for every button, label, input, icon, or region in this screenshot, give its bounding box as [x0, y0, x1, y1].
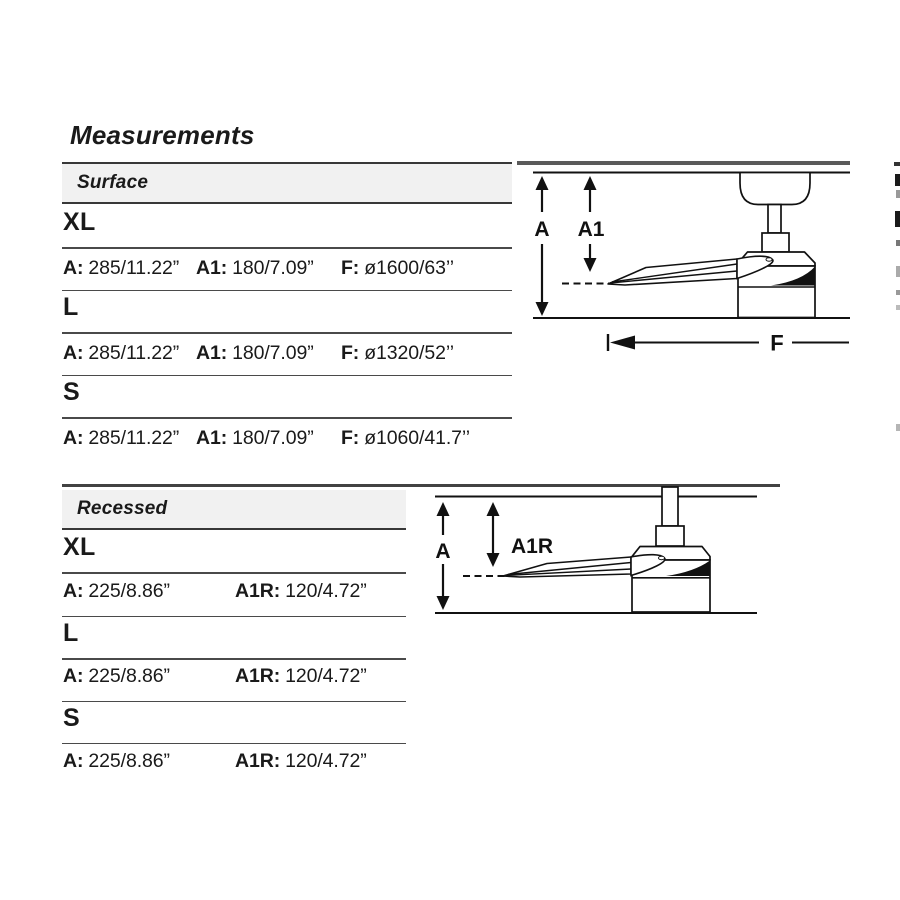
- cropped-right-column-fragment: [895, 174, 900, 186]
- dim-a1r: [235, 748, 367, 774]
- dim-a1r-label: A1R:: [235, 579, 281, 602]
- size-heading-s: S: [63, 703, 80, 732]
- surface-install-diagram: [510, 150, 900, 360]
- dim-a1-value: 180/7.09”: [232, 256, 314, 279]
- dim-a-label: A:: [63, 341, 84, 364]
- dim-a-label: A:: [63, 665, 84, 687]
- size-heading-xl: XL: [63, 532, 96, 561]
- recessed-section-header: [62, 490, 406, 530]
- dim-a-label: A:: [63, 749, 84, 772]
- row-divider: [62, 332, 512, 334]
- dim-label-a: A: [534, 218, 550, 241]
- dim-f: [341, 255, 454, 281]
- dim-label-a1r: A1R: [511, 535, 554, 558]
- dim-a1-label: A1:: [196, 341, 228, 364]
- dim-a: [63, 425, 179, 451]
- dim-a-value: 225/8.86”: [88, 749, 170, 772]
- cropped-right-column-fragment: [896, 290, 900, 295]
- dim-a1r: [235, 578, 367, 604]
- surface-section-title: Surface: [77, 172, 149, 193]
- fan-downrod: [662, 487, 678, 526]
- dim-a-value: 225/8.86”: [88, 579, 170, 602]
- fan-canopy: [740, 173, 810, 205]
- surface-measurements-table: [62, 162, 512, 472]
- page-title: Measurements: [70, 120, 255, 150]
- cropped-right-column-fragment: [894, 162, 900, 166]
- dim-f-value: ø1600/63’’: [364, 256, 454, 279]
- recessed-section-title: Recessed: [77, 497, 168, 519]
- cropped-right-column-fragment: [896, 266, 900, 277]
- dim-a: [63, 663, 170, 689]
- dim-a: [63, 340, 179, 366]
- dim-a1r-value: 120/4.72”: [285, 579, 367, 602]
- dim-arrow-f: [608, 334, 849, 351]
- dim-a1-value: 180/7.09”: [232, 426, 314, 449]
- measurement-row-recessed-s: [62, 748, 406, 774]
- cropped-right-column-fragment: [896, 424, 900, 431]
- row-divider: [62, 743, 406, 745]
- fan-blade-tip-cap: [766, 258, 772, 261]
- dim-a1: [196, 425, 314, 451]
- dim-arrow-a1r: [487, 502, 500, 567]
- dim-arrow-a: [536, 176, 549, 316]
- fan-downrod: [768, 205, 781, 234]
- row-divider: [62, 417, 512, 419]
- dim-a1r: [235, 663, 367, 689]
- surface-section-header: [62, 162, 512, 204]
- dim-a1r-value: 120/4.72”: [285, 665, 367, 687]
- row-divider: [62, 658, 406, 660]
- dim-f: [341, 425, 470, 451]
- dim-a-value: 285/11.22”: [88, 341, 180, 364]
- dim-a-label: A:: [63, 579, 84, 602]
- dim-a: [63, 255, 179, 281]
- fan-blade-tip-cap: [659, 556, 665, 559]
- recessed-measurements-table: [62, 490, 406, 790]
- dim-a: [63, 578, 170, 604]
- row-divider: [62, 616, 406, 618]
- dim-f-label: F:: [341, 426, 360, 449]
- dim-a-value: 225/8.86”: [88, 665, 170, 687]
- dim-a: [63, 748, 170, 774]
- row-divider: [62, 247, 512, 249]
- measurement-row-surface-s: [62, 425, 512, 451]
- dim-a-label: A:: [63, 426, 84, 449]
- size-heading-l: L: [63, 618, 79, 647]
- cropped-right-column-fragment: [896, 240, 900, 246]
- measurement-row-surface-l: [62, 340, 512, 366]
- fan-coupling: [762, 233, 789, 252]
- dim-label-f: F: [770, 330, 784, 356]
- dim-a-label: A:: [63, 256, 84, 279]
- dim-a-value: 285/11.22”: [88, 426, 180, 449]
- dim-a1: [196, 340, 314, 366]
- cropped-right-column-fragment: [896, 305, 900, 310]
- measurement-row-recessed-xl: [62, 578, 406, 604]
- dim-label-a: A: [435, 540, 451, 563]
- fan-coupling: [656, 526, 684, 546]
- dim-a-value: 285/11.22”: [88, 256, 180, 279]
- dim-a1r-value: 120/4.72”: [285, 749, 367, 772]
- dim-f-label: F:: [341, 341, 360, 364]
- row-divider: [62, 290, 512, 292]
- dim-a1-value: 180/7.09”: [232, 341, 314, 364]
- row-divider: [62, 572, 406, 574]
- measurement-row-surface-xl: [62, 255, 512, 281]
- recessed-install-diagram: [428, 478, 768, 626]
- size-heading-s: S: [63, 377, 80, 406]
- row-divider: [62, 701, 406, 703]
- size-heading-xl: XL: [63, 207, 96, 236]
- dim-f-value: ø1060/41.7’’: [364, 426, 470, 449]
- dim-f: [341, 340, 454, 366]
- dim-a1: [196, 255, 314, 281]
- dim-f-label: F:: [341, 256, 360, 279]
- cropped-right-column-fragment: [896, 190, 900, 198]
- row-divider: [62, 375, 512, 377]
- cropped-right-column-fragment: [895, 211, 900, 227]
- measurement-row-recessed-l: [62, 663, 406, 689]
- size-heading-l: L: [63, 292, 79, 321]
- dim-f-value: ø1320/52’’: [364, 341, 454, 364]
- dim-a1-label: A1:: [196, 426, 228, 449]
- dim-a1r-label: A1R:: [235, 665, 281, 687]
- dim-a1r-label: A1R:: [235, 749, 281, 772]
- dim-a1-label: A1:: [196, 256, 228, 279]
- dim-label-a1: A1: [577, 218, 605, 241]
